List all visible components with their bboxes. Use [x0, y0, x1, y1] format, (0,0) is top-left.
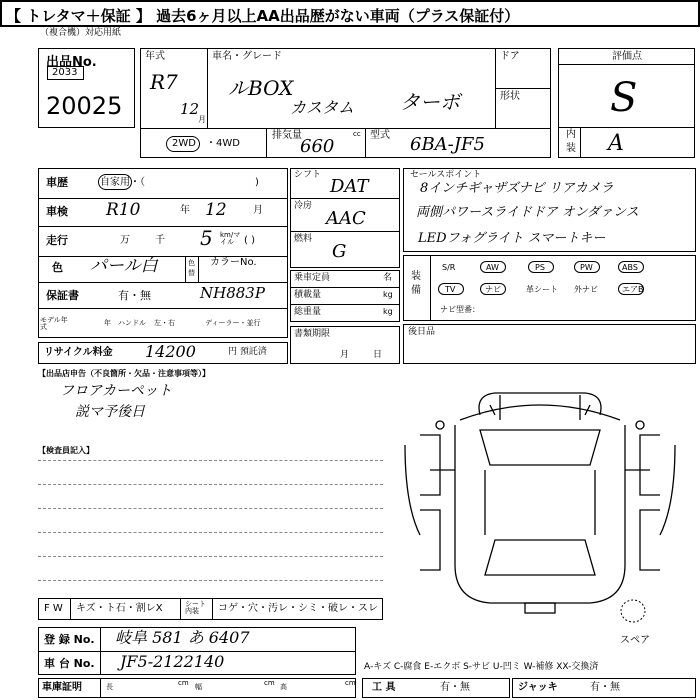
displacement-unit: cc [353, 130, 361, 138]
score-label: 評価点 [612, 51, 642, 62]
car-diagram [400, 375, 690, 620]
color-change-1: 色 [188, 259, 195, 267]
drive-4wd: ・4WD [206, 138, 240, 149]
carname-grade2: ターボ [400, 90, 460, 114]
inspection-label: 車検 [46, 205, 68, 218]
sales-line-1: 8インチギャザズナビ リアカメラ [420, 181, 614, 196]
fw-label: F W [44, 603, 63, 614]
wid-cm: cm [264, 679, 275, 687]
year-label: 年式 [145, 51, 165, 62]
seats-unit: 名 [383, 273, 393, 283]
store-remark-1: フロアカーペット [60, 383, 172, 399]
tool-label: 工 具 [372, 682, 396, 693]
mileage-man: 万 [120, 235, 130, 246]
equip-ps: PS [535, 263, 545, 272]
equip-pw: PW [580, 263, 593, 272]
fuel-value: G [332, 241, 347, 262]
tool-value: 有・無 [440, 682, 470, 693]
mileage-label: 走行 [46, 234, 68, 247]
hgt-label: 高 [280, 683, 287, 691]
type-value: 6BA-JF5 [410, 134, 485, 155]
header-subnote: （複合機）対応用紙 [40, 28, 122, 38]
inspection-month-value: 12 [205, 200, 227, 220]
history-box [38, 168, 288, 338]
chassis-value: JF5-2122140 [120, 652, 225, 671]
inspection-value: R10 [106, 200, 141, 220]
wid-label: 幅 [195, 683, 202, 691]
color-value: パール白 [90, 256, 158, 276]
jack-label: ジャッキ [518, 682, 558, 693]
displacement-value: 660 [300, 136, 335, 157]
interior-label-2: 装 [566, 143, 576, 154]
interior-value: A [608, 131, 624, 156]
inspection-year: 年 [180, 205, 190, 216]
color-label: 色 [52, 261, 63, 274]
listing-number: 20025 [46, 92, 123, 120]
displacement-label: 排気量 [272, 130, 302, 141]
inspector-label: 【検査員記入】 [38, 446, 94, 455]
warranty-value: 有・無 [118, 289, 151, 302]
seat-label: シート内装 [185, 600, 206, 615]
equipment-label: 装備 [411, 271, 421, 296]
after-label: 後日品 [408, 327, 436, 337]
carname-grade: カスタム [290, 98, 355, 117]
recycle-value: 14200 [145, 342, 196, 361]
load-label: 積載量 [294, 290, 322, 300]
hgt-cm: cm [345, 679, 356, 687]
carname-value: ルBOX [228, 76, 294, 100]
license-label: 車庫証明 [42, 682, 82, 693]
shift-label: シフト [294, 170, 322, 180]
recycle-label: リサイクル料金 [44, 347, 113, 358]
shift-value: DAT [330, 176, 369, 197]
equip-abs: ABS [622, 263, 638, 272]
mileage-unit: km/マイル [220, 231, 241, 246]
sales-line-3: LEDフォグライト スマートキー [418, 231, 606, 246]
nav-model-label: ナビ型番： [440, 305, 480, 314]
color-change-2: 替 [188, 269, 195, 277]
mileage-sen: 千 [155, 235, 165, 246]
weight-unit: kg [383, 307, 393, 316]
month-value: 12 [180, 100, 200, 118]
equip-ext-navi: 外ナビ [574, 285, 598, 294]
equip-aw: AW [486, 263, 499, 272]
history-label: 車歴 [46, 176, 68, 189]
fuel-label: 燃料 [294, 234, 313, 244]
doc-label: 書類期限 [294, 329, 331, 339]
equip-tv: TV [445, 285, 456, 294]
dealer-label: ディーラー・並行 [205, 319, 261, 327]
chassis-label: 車 台 No. [44, 657, 95, 670]
equip-leather: 革シート [526, 285, 558, 294]
mileage-paren: ( ) [244, 235, 255, 246]
load-unit: kg [383, 290, 393, 299]
history-close: ) [255, 177, 259, 188]
store-remarks-label: 【出品店申告（不良箇所・欠品・注意事項等）】 [38, 369, 210, 378]
spare-tire-icon [618, 598, 648, 624]
legend: A-キズ C-腐食 E-エクボ S-サビ U-凹ミ W-補修 XX-交換済 [364, 662, 599, 672]
score-value: S [610, 75, 638, 121]
reg-value: 岐阜 581 あ 6407 [115, 628, 250, 647]
weight-label: 総重量 [294, 307, 322, 317]
listing-sub-number: 2033 [52, 67, 78, 78]
jack-value: 有・無 [590, 682, 620, 693]
equip-airbag: エアB [622, 285, 644, 294]
model-year: 年 [104, 319, 111, 327]
seat-text: コゲ・穴・汚レ・シミ・破レ・スレ [218, 603, 378, 614]
color-no-value: NH883P [200, 284, 265, 302]
color-no-label: カラーNo. [210, 257, 257, 268]
len-label: 長 [106, 683, 113, 691]
doc-unit: 月日 [340, 350, 407, 360]
fw-text: キズ・ト石・割レX [76, 603, 163, 614]
type-label: 型式 [370, 130, 390, 141]
month-unit: 月 [198, 115, 206, 124]
ac-label: 冷房 [294, 201, 313, 211]
ac-value: AAC [326, 208, 366, 229]
carname-label: 車名・グレード [212, 51, 282, 62]
after-box [403, 324, 696, 364]
spare-label: スペア [620, 635, 650, 646]
year-value: R7 [150, 70, 178, 94]
recycle-unit: 円 預託済 [228, 347, 267, 357]
sales-line-2: 両側パワースライドドア オンダァンス [416, 205, 639, 220]
equip-navi: ナビ [485, 285, 501, 294]
handle-value: 左・右 [154, 319, 175, 327]
header-banner-text: 【 トレタマ＋保証 】 過去6ヶ月以上AA出品歴がない車両（プラス保証付） [6, 7, 520, 25]
handle-label: ハンドル [118, 319, 146, 327]
inspection-month: 月 [253, 205, 263, 216]
history-value: 自家用・（ [100, 177, 145, 188]
seats-label: 乗車定員 [294, 273, 331, 283]
mileage-value: 5 [200, 226, 213, 250]
door-label: ドア [500, 51, 520, 62]
drive-2wd: 2WD [172, 138, 196, 149]
reg-label: 登 録 No. [44, 633, 95, 646]
len-cm: cm [178, 679, 189, 687]
interior-label-1: 内 [566, 129, 576, 140]
shape-label: 形状 [500, 91, 520, 102]
sales-label: セールスポイント [410, 170, 482, 180]
history-circle [98, 174, 132, 190]
warranty-label: 保証書 [46, 289, 79, 302]
equip-sr: S/R [442, 263, 456, 272]
listing-label: 出品No. [46, 55, 97, 70]
store-remark-2: 説マ予後日 [75, 404, 145, 420]
model-label: モデル年式 [40, 316, 68, 331]
